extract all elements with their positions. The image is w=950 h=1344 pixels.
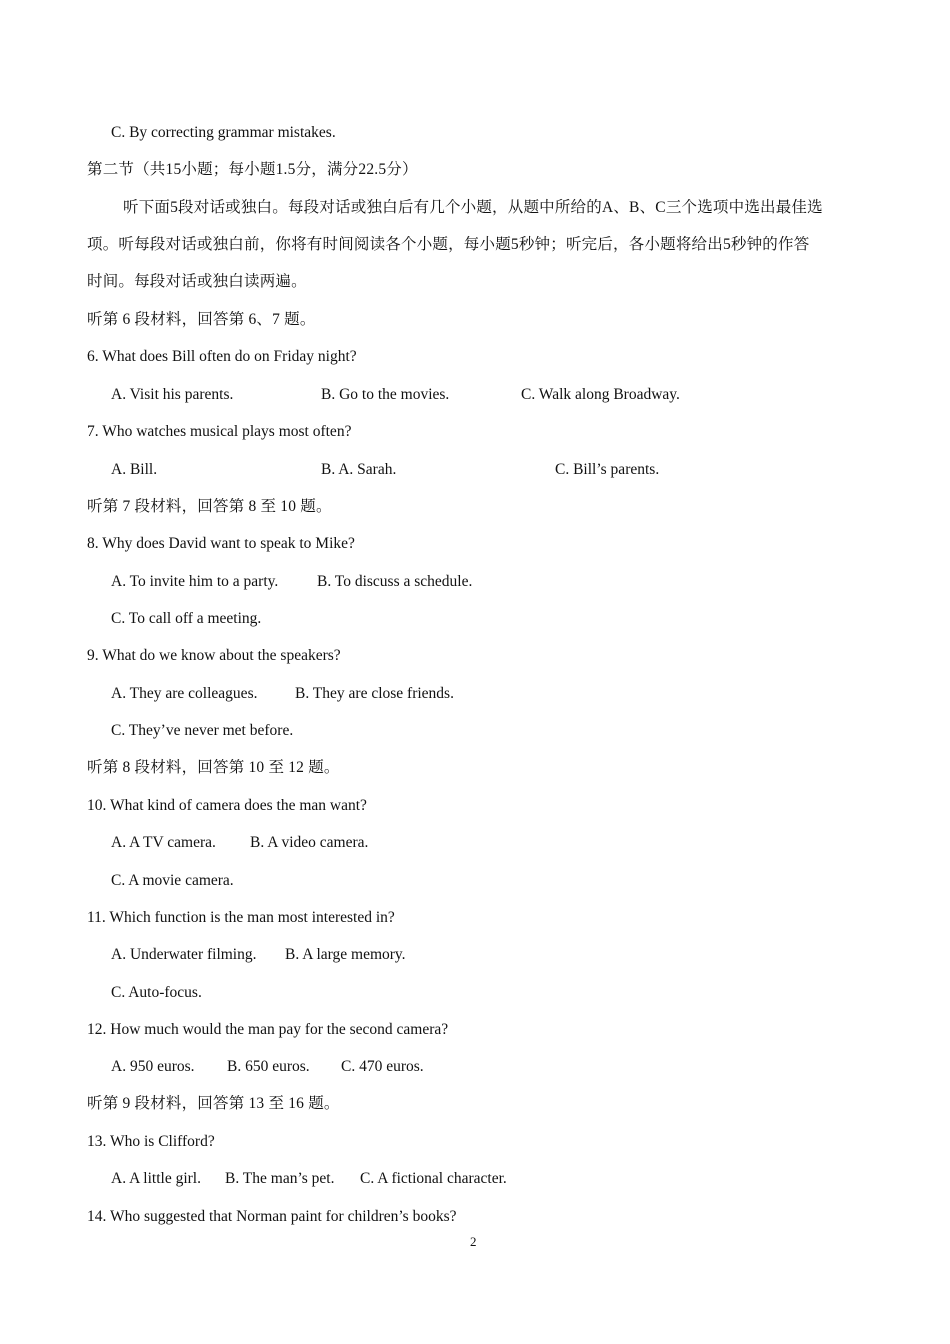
q9-option-a: A. They are colleagues. [111, 685, 258, 702]
question-14: 14. Who suggested that Norman paint for children’s books? [87, 1208, 457, 1225]
q10-option-b: B. A video camera. [250, 834, 369, 851]
q10-option-c: C. A movie camera. [111, 872, 234, 889]
q6-option-b: B. Go to the movies. [321, 386, 450, 403]
instructions-line-3: 时间。每段对话或独白读两遍。 [87, 273, 307, 290]
question-6: 6. What does Bill often do on Friday night? [87, 348, 357, 365]
q13-option-a: A. A little girl. [111, 1170, 201, 1187]
q12-option-a: A. 950 euros. [111, 1058, 195, 1075]
q11-option-a: A. Underwater filming. [111, 946, 257, 963]
material-heading-9: 听第 9 段材料，回答第 13 至 16 题。 [87, 1095, 340, 1112]
q9-option-b: B. They are close friends. [295, 685, 454, 702]
q6-option-c: C. Walk along Broadway. [521, 386, 680, 403]
q11-option-c: C. Auto-focus. [111, 984, 202, 1001]
q8-option-a: A. To invite him to a party. [111, 573, 279, 590]
q6-option-a: A. Visit his parents. [111, 386, 234, 403]
question-12: 12. How much would the man pay for the second camera? [87, 1021, 449, 1038]
q7-option-b: B. A. Sarah. [321, 461, 397, 478]
q7-option-a: A. Bill. [111, 461, 158, 478]
question-8: 8. Why does David want to speak to Mike? [87, 535, 355, 552]
q7-option-c: C. Bill’s parents. [555, 461, 660, 478]
section-title: 第二节（共15小题；每小题1.5分，满分22.5分） [87, 161, 418, 178]
page-number: 2 [470, 1234, 477, 1249]
instructions-line-1: 听下面5段对话或独白。每段对话或独白后有几个小题，从题中所给的A、B、C三个选项中选出最佳选 [123, 199, 823, 216]
question-10: 10. What kind of camera does the man want? [87, 797, 367, 814]
prev-question-option-c: C. By correcting grammar mistakes. [111, 124, 336, 141]
q13-option-c: C. A fictional character. [360, 1170, 507, 1187]
question-7: 7. Who watches musical plays most often? [87, 423, 352, 440]
q13-option-b: B. The man’s pet. [225, 1170, 335, 1187]
material-heading-7: 听第 7 段材料，回答第 8 至 10 题。 [87, 498, 332, 515]
q10-option-a: A. A TV camera. [111, 834, 216, 851]
q9-option-c: C. They’ve never met before. [111, 722, 294, 739]
q11-option-b: B. A large memory. [285, 946, 406, 963]
question-11: 11. Which function is the man most interested in? [87, 909, 395, 926]
q12-option-b: B. 650 euros. [227, 1058, 310, 1075]
question-13: 13. Who is Clifford? [87, 1133, 215, 1150]
material-heading-8: 听第 8 段材料，回答第 10 至 12 题。 [87, 759, 340, 776]
q8-option-b: B. To discuss a schedule. [317, 573, 473, 590]
q12-option-c: C. 470 euros. [341, 1058, 424, 1075]
material-heading-6: 听第 6 段材料，回答第 6、7 题。 [87, 311, 316, 328]
q8-option-c: C. To call off a meeting. [111, 610, 262, 627]
instructions-line-2: 项。听每段对话或独白前，你将有时间阅读各个小题，每小题5秒钟；听完后，各小题将给出5秒钟的作答 [87, 236, 810, 253]
question-9: 9. What do we know about the speakers? [87, 647, 341, 664]
